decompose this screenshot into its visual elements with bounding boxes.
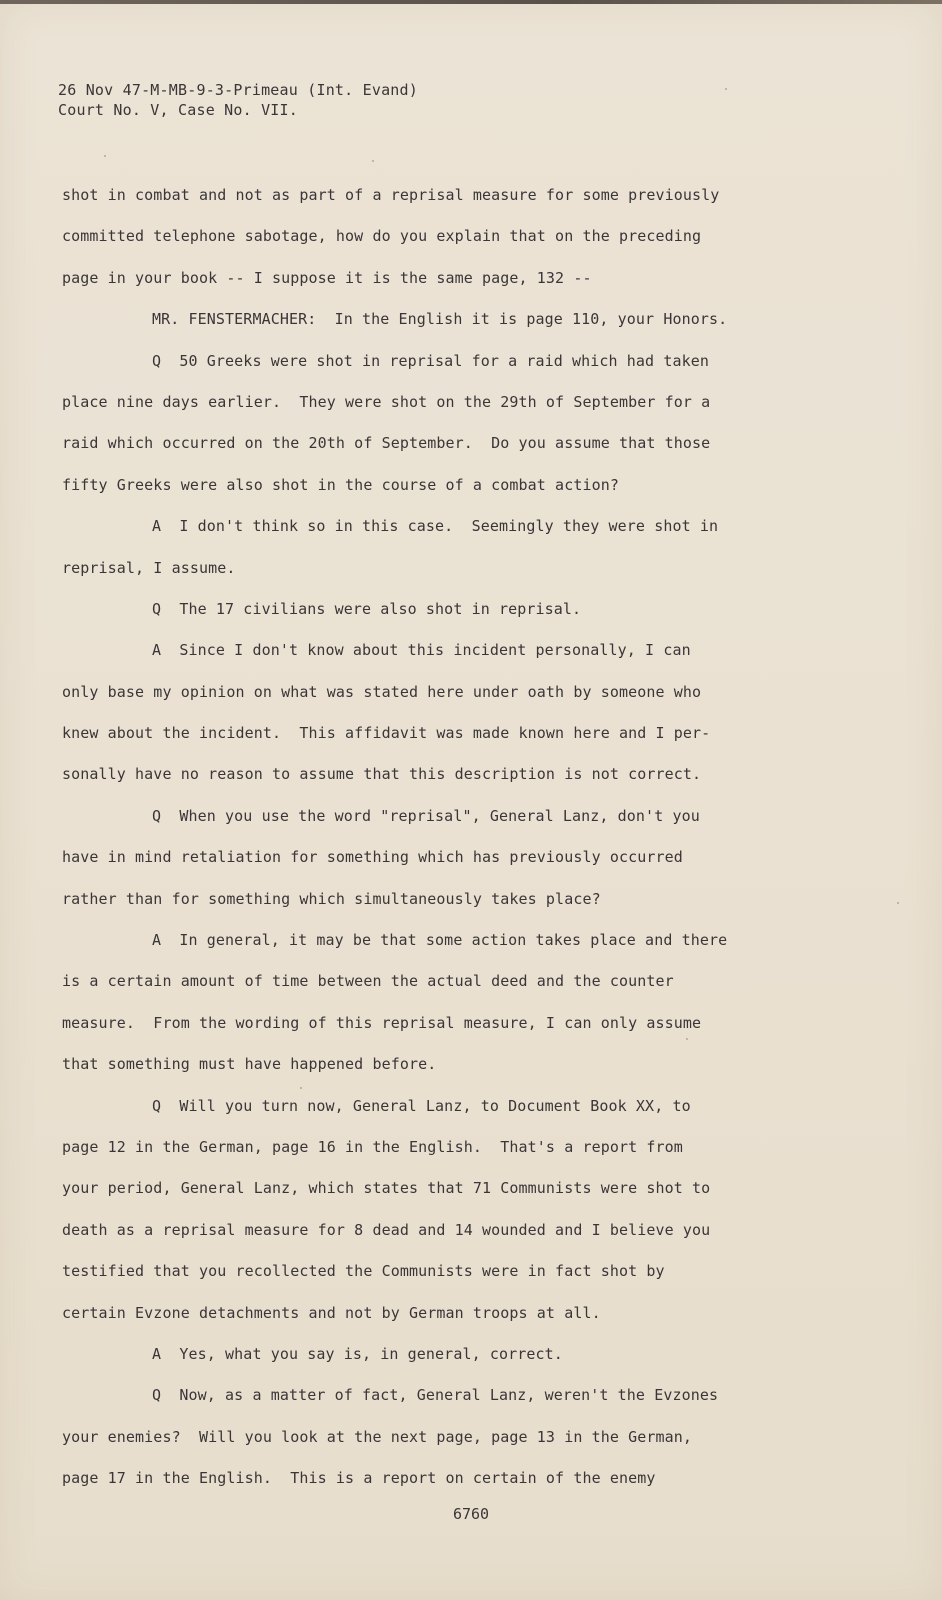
transcript-line: your enemies? Will you look at the next page, page 13 in the German, xyxy=(62,1427,693,1446)
transcript-line: A I don't think so in this case. Seemingly they were shot in xyxy=(152,517,719,536)
transcript-line: only base my opinion on what was stated here under oath by someone who xyxy=(62,682,702,701)
page-number: 6760 xyxy=(452,1505,490,1523)
transcript-line: A In general, it may be that some action takes place and there xyxy=(152,931,728,950)
transcript-line: reprisal, I assume. xyxy=(62,558,236,577)
transcript-line: rather than for something which simultaneously takes place? xyxy=(62,889,601,908)
paper-speck xyxy=(372,160,374,162)
transcript-line: shot in combat and not as part of a reprisal measure for some previously xyxy=(62,186,720,204)
paper-speck xyxy=(725,88,727,90)
transcript-line: have in mind retaliation for something which has previously occurred xyxy=(62,848,683,867)
transcript-line: page in your book -- I suppose it is the same page, 132 -- xyxy=(62,268,592,287)
paper-speck xyxy=(897,902,899,904)
transcript-line: page 12 in the German, page 16 in the English. That's a report from xyxy=(62,1137,683,1156)
transcript-line: Q Will you turn now, General Lanz, to Document Book XX, to xyxy=(152,1096,691,1115)
transcript-line: place nine days earlier. They were shot on the 29th of September for a xyxy=(62,392,711,411)
header-court-line: Court No. V, Case No. VII. xyxy=(58,101,298,119)
transcript-line: committed telephone sabotage, how do you explain that on the preceding xyxy=(62,227,702,246)
transcript-line: death as a reprisal measure for 8 dead and 14 wounded and I believe you xyxy=(62,1220,711,1239)
transcript-line: Q 50 Greeks were shot in reprisal for a raid which had taken xyxy=(152,351,709,370)
transcript-line: certain Evzone detachments and not by German troops at all. xyxy=(62,1303,601,1322)
transcript-line: Q The 17 civilians were also shot in reprisal. xyxy=(152,599,582,618)
page-top-edge xyxy=(0,0,942,4)
transcript-line: Q Now, as a matter of fact, General Lanz, weren't the Evzones xyxy=(152,1386,719,1405)
transcript-line: your period, General Lanz, which states that 71 Communists were shot to xyxy=(62,1179,711,1198)
transcript-line: testified that you recollected the Communists were in fact shot by xyxy=(62,1262,665,1281)
transcript-line: knew about the incident. This affidavit was made known here and I per- xyxy=(62,724,711,743)
transcript-line: A Yes, what you say is, in general, correct. xyxy=(152,1344,563,1363)
transcript-body xyxy=(62,175,892,1500)
transcript-line: is a certain amount of time between the actual deed and the counter xyxy=(62,972,674,991)
transcript-line: sonally have no reason to assume that this description is not correct. xyxy=(62,765,702,784)
transcript-line: raid which occurred on the 20th of September. Do you assume that those xyxy=(62,434,711,453)
header-session-line: 26 Nov 47-M-MB-9-3-Primeau (Int. Evand) xyxy=(58,81,418,99)
transcript-line: MR. FENSTERMACHER: In the English it is page 110, your Honors. xyxy=(152,310,728,329)
transcript-line: that something must have happened before. xyxy=(62,1055,437,1074)
transcript-line: fifty Greeks were also shot in the course of a combat action? xyxy=(62,475,619,494)
transcript-line: page 17 in the English. This is a report on certain of the enemy xyxy=(62,1469,656,1488)
transcript-line: Q When you use the word "reprisal", General Lanz, don't you xyxy=(152,806,700,825)
transcript-line: measure. From the wording of this reprisal measure, I can only assume xyxy=(62,1013,702,1032)
paper-speck xyxy=(104,155,106,157)
transcript-line: A Since I don't know about this incident personally, I can xyxy=(152,641,691,660)
document-header xyxy=(58,80,418,120)
paper-speck xyxy=(300,1087,302,1089)
paper-speck xyxy=(686,1038,688,1040)
